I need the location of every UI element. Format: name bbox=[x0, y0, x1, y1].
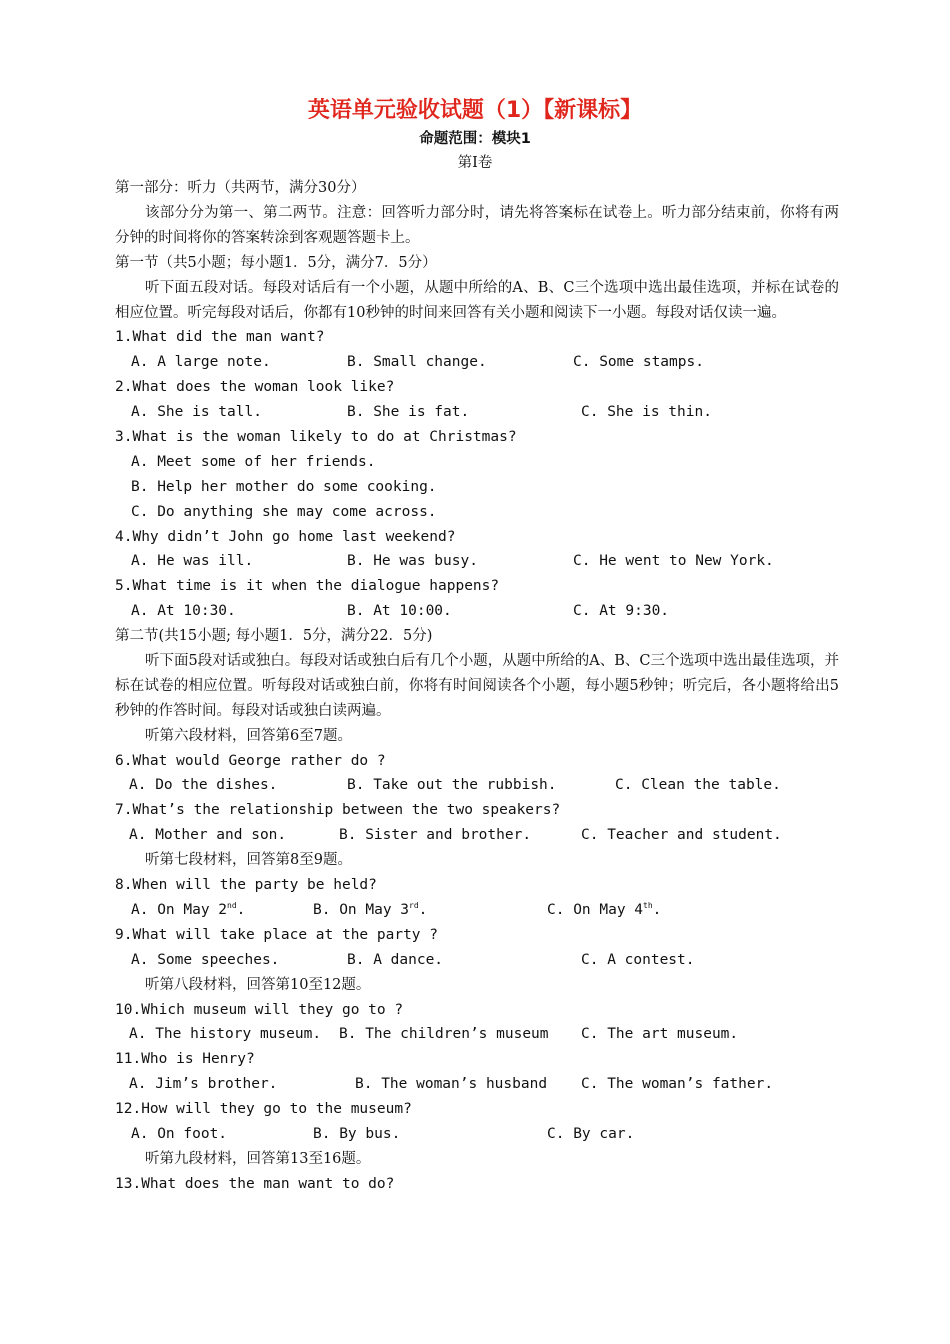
option-12c: C. By car. bbox=[547, 1125, 635, 1142]
options-2 bbox=[115, 400, 839, 425]
option-4c: C. He went to New York. bbox=[573, 553, 774, 570]
option-6a: A. Do the dishes. bbox=[129, 777, 278, 794]
option-1b: B. Small change. bbox=[347, 354, 487, 371]
option-8a: A. On May 2nd. bbox=[131, 901, 246, 918]
question-12: 12.How will they go to the museum? bbox=[115, 1101, 412, 1118]
options-1 bbox=[115, 350, 839, 375]
option-9a: A. Some speeches. bbox=[131, 951, 280, 968]
option-10c: C. The art museum. bbox=[581, 1026, 739, 1043]
option-11c: C. The woman’s father. bbox=[581, 1076, 774, 1093]
options-11 bbox=[115, 1072, 839, 1097]
option-4a: A. He was ill. bbox=[131, 553, 254, 570]
option-10b: B. The children’s museum bbox=[339, 1026, 549, 1043]
option-8a-suffix: nd bbox=[227, 901, 237, 911]
option-7c: C. Teacher and student. bbox=[581, 827, 782, 844]
option-9c: C. A contest. bbox=[581, 951, 695, 968]
section2-intro: 听下面5段对话或独白。每段对话或独白后有几个小题，从题中所给的A、B、C三个选项中选出最佳选项，并标在试卷的相应位置。听每段对话或独白前，你将有时间阅读各个小题，每小题5秒钟；听完后，各小题将给出5秒钟的作答时间。每段对话或独白读两遍。 bbox=[115, 652, 839, 719]
options-10 bbox=[115, 1022, 839, 1047]
option-8b: B. On May 3rd. bbox=[313, 901, 428, 918]
option-7a: A. Mother and son. bbox=[129, 827, 287, 844]
option-1c: C. Some stamps. bbox=[573, 354, 704, 371]
option-7b: B. Sister and brother. bbox=[339, 827, 532, 844]
options-9 bbox=[115, 948, 839, 973]
question-8: 8.When will the party be held? bbox=[115, 877, 377, 894]
section1-heading: 第一节（共5小题；每小题1．5分，满分7．5分） bbox=[115, 254, 437, 271]
options-4 bbox=[115, 549, 839, 574]
option-8b-text: B. On May 3 bbox=[313, 901, 410, 918]
question-5: 5.What time is it when the dialogue happens? bbox=[115, 578, 500, 595]
options-8 bbox=[115, 898, 839, 923]
option-3a: A. Meet some of her friends. bbox=[131, 453, 376, 470]
question-2: 2.What does the woman look like? bbox=[115, 379, 395, 396]
question-11: 11.Who is Henry? bbox=[115, 1051, 255, 1068]
document-body bbox=[115, 176, 839, 1197]
option-12a: A. On foot. bbox=[131, 1125, 228, 1142]
option-5c: C. At 9:30. bbox=[573, 603, 670, 620]
question-10: 10.Which museum will they go to ? bbox=[115, 1001, 404, 1018]
option-5a: A. At 10:30. bbox=[131, 603, 236, 620]
options-6 bbox=[115, 773, 839, 798]
question-6: 6.What would George rather do ? bbox=[115, 752, 386, 769]
option-11a: A. Jim’s brother. bbox=[129, 1076, 278, 1093]
part1-heading: 第一部分：听力（共两节，满分30分） bbox=[115, 180, 366, 196]
option-11b: B. The woman’s husband bbox=[355, 1076, 548, 1093]
question-4: 4.Why didn’t John go home last weekend? bbox=[115, 528, 456, 545]
option-12b: B. By bus. bbox=[313, 1125, 401, 1142]
material-9-label: 听第九段材料，回答第13至16题。 bbox=[145, 1150, 371, 1167]
option-2a: A. She is tall. bbox=[131, 404, 262, 421]
question-9: 9.What will take place at the party ? bbox=[115, 926, 439, 943]
option-8b-suffix: rd bbox=[409, 901, 419, 911]
option-8c: C. On May 4th. bbox=[547, 901, 662, 918]
page-title: 英语单元验收试题（1）【新课标】 bbox=[307, 98, 643, 123]
option-5b: B. At 10:00. bbox=[347, 603, 452, 620]
question-3: 3.What is the woman likely to do at Christmas? bbox=[115, 428, 517, 445]
part1-intro: 该部分分为第一、第二两节。注意：回答听力部分时，请先将答案标在试卷上。听力部分结束前，你将有两分钟的时间将你的答案转涂到客观题答题卡上。 bbox=[115, 204, 839, 246]
option-1a: A. A large note. bbox=[131, 354, 271, 371]
section2-heading: 第二节(共15小题; 每小题1．5分，满分22．5分) bbox=[115, 628, 433, 645]
option-3b: B. Help her mother do some cooking. bbox=[131, 478, 437, 495]
option-2b: B. She is fat. bbox=[347, 404, 470, 421]
options-7 bbox=[115, 823, 839, 848]
option-6c: C. Clean the table. bbox=[615, 777, 781, 794]
section1-intro: 听下面五段对话。每段对话后有一个小题，从题中所给的A、B、C三个选项中选出最佳选项，并标在试卷的相应位置。听完每段对话后，你都有10秒钟的时间来回答有关小题和阅读下一小题。每段对话仅读一遍。 bbox=[115, 279, 839, 321]
question-13: 13.What does the man want to do? bbox=[115, 1175, 395, 1192]
page-subtitle: 命题范围：模块1 bbox=[419, 131, 531, 147]
option-2c: C. She is thin. bbox=[581, 404, 712, 421]
question-1: 1.What did the man want? bbox=[115, 329, 325, 346]
question-7: 7.What’s the relationship between the two speakers? bbox=[115, 802, 561, 819]
option-10a: A. The history museum. bbox=[129, 1026, 322, 1043]
options-12 bbox=[115, 1122, 839, 1147]
option-8a-text: A. On May 2 bbox=[131, 901, 228, 918]
option-8c-suffix: th bbox=[643, 901, 653, 911]
options-5 bbox=[115, 599, 839, 624]
material-8-label: 听第八段材料，回答第10至12题。 bbox=[145, 976, 371, 993]
option-3a-row bbox=[115, 450, 839, 475]
option-3c-row bbox=[115, 500, 839, 525]
option-3c: C. Do anything she may come across. bbox=[131, 503, 437, 520]
option-8c-text: C. On May 4 bbox=[547, 901, 644, 918]
volume-label: 第Ⅰ卷 bbox=[457, 155, 493, 171]
option-4b: B. He was busy. bbox=[347, 553, 478, 570]
option-9b: B. A dance. bbox=[347, 951, 444, 968]
material-7-label: 听第七段材料，回答第8至9题。 bbox=[145, 852, 352, 869]
option-3b-row bbox=[115, 475, 839, 500]
material-6-label: 听第六段材料，回答第6至7题。 bbox=[145, 727, 352, 744]
option-6b: B. Take out the rubbish. bbox=[347, 777, 557, 794]
